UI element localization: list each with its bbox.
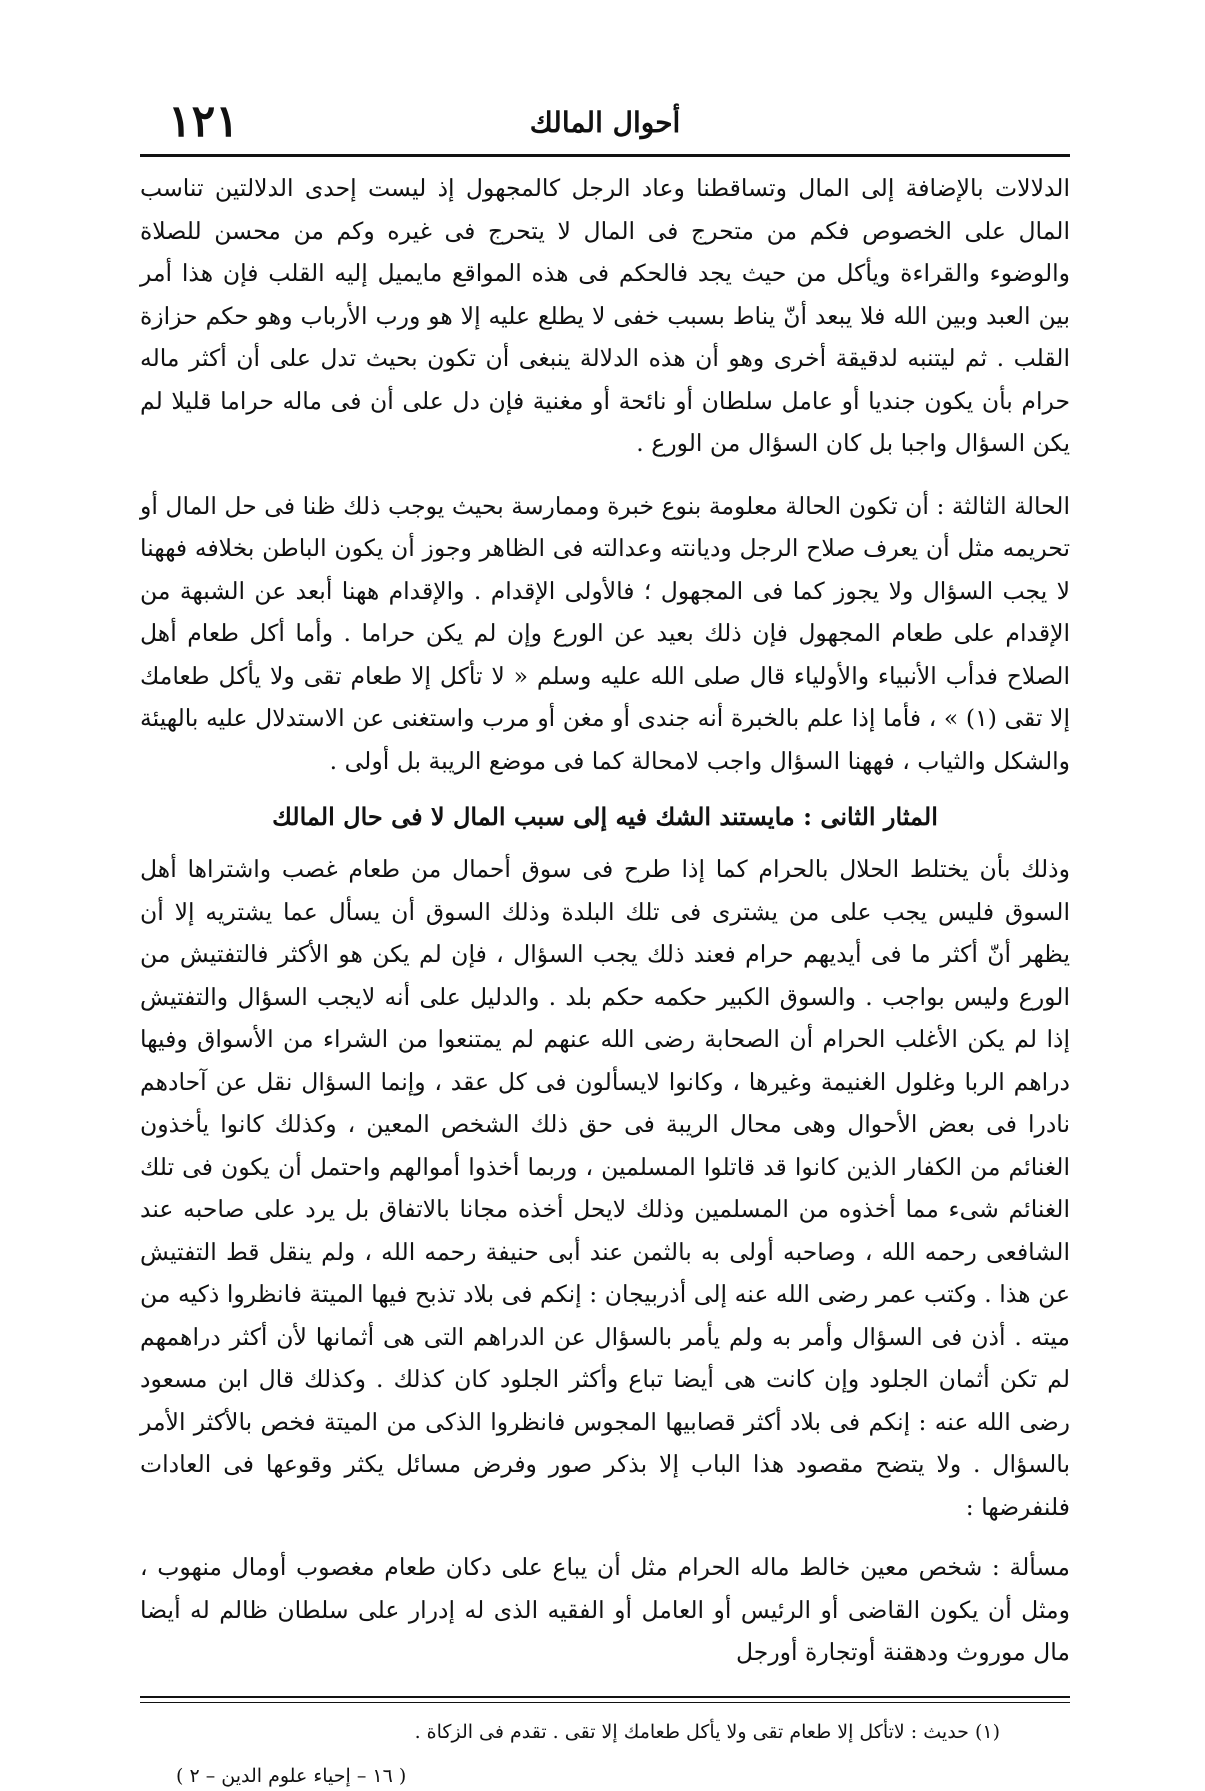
paragraph-4: مسألة : شخص معين خالط ماله الحرام مثل أن يباع على دكان طعام مغصوب أومال منهوب ، ومثل أن يكون القاضى أو الرئيس أو العامل أو الفقيه الذى له إدرار على سلطان ظالم له أيضا مال موروث ودهقنة أوتجارة أورجل	[140, 1553, 1070, 1666]
page-number: ١٢١	[168, 96, 239, 147]
page-header	[140, 92, 1070, 154]
section-heading: المثار الثانى : مايستند الشك فيه إلى سبب المال لا فى حال المالك	[272, 802, 938, 831]
book-signature: ( ١٦ – إحياء علوم الدين – ٢ )	[176, 1764, 407, 1787]
footnote-rule-thin	[140, 1702, 1070, 1703]
book-page	[140, 92, 1070, 1791]
paragraph-3: وذلك بأن يختلط الحلال بالحرام كما إذا طرح فى سوق أحمال من طعام غصب واشتراها أهل السوق فليس يجب على من يشترى فى تلك البلدة وذلك السوق أن يسأل عما يشتريه إلا أن يظهر أنّ أكثر ما فى أيديهم حرام فعند ذلك يجب السؤال ، فإن لم يكن هو الأكثر فالتفتيش من الورع وليس بواجب . والسوق الكبير حكمه حكم بلد . والدليل على أنه لايجب السؤال والتفتيش إذا لم يكن الأغلب الحرام أن الصحابة رضى الله عنهم لم يمتنعوا من الشراء من الأسواق وفيها دراهم الربا وغلول الغنيمة وغيرها ، وكانوا لايسألون فى كل عقد ، وإنما السؤال نقل عن آحادهم نادرا فى بعض الأحوال وهى محال الريبة فى حق ذلك الشخص المعين ، وكذلك كانوا يأخذون الغنائم من الكفار الذين كانوا قد قاتلوا المسلمين ، وربما أخذوا أموالهم واحتمل أن يكون فى تلك الغنائم شىء مما أخذوه من المسلمين وذلك لايحل أخذه مجانا بالاتفاق بل يرد على صاحبه عند الشافعى رحمه الله ، وصاحبه أولى به بالثمن عند أبى حنيفة رحمه الله ، ولم ينقل قط التفتيش عن هذا . وكتب عمر رضى الله عنه إلى أذربيجان : إنكم فى بلاد تذبح فيها الميتة فانظروا ذكيه من ميته . أذن فى السؤال وأمر به ولم يأمر بالسؤال عن الدراهم التى هى أثمانها لأن أكثر دراهمهم لم تكن أثمان الجلود وإن كانت هى أيضا تباع وأكثر الجلود كان كذلك . وكذلك قال ابن مسعود رضى الله عنه : إنكم فى بلاد أكثر قصابيها المجوس فانظروا الذكى من الميتة فخص بالأكثر الأمر بالسؤال . ولا يتضح مقصود هذا الباب إلا بذكر صور وفرض مسائل يكثر وقوعها فى العادات فلنفرضها :	[140, 855, 1070, 1521]
footnote-rule	[140, 1696, 1070, 1698]
paragraph-2: الحالة الثالثة : أن تكون الحالة معلومة بنوع خبرة وممارسة بحيث يوجب ذلك ظنا فى حل المال أو تحريمه مثل أن يعرف صلاح الرجل وديانته وعدالته فى الظاهر وجوز أن يكون الباطن بخلافه فههنا لا يجب السؤال ولا يجوز كما فى المجهول ؛ فالأولى الإقدام . والإقدام ههنا أبعد عن الشبهة من الإقدام على طعام المجهول فإن ذلك بعيد عن الورع وإن لم يكن حراما . وأما أكل طعام أهل الصلاح فدأب الأنبياء والأولياء قال صلى الله عليه وسلم « لا تأكل إلا طعام تقى ولا يأكل طعامك إلا تقى (١) » ، فأما إذا علم بالخبرة أنه جندى أو مغن أو مرب واستغنى عن الاستدلال عليه بالهيئة والشكل والثياب ، فههنا السؤال واجب لامحالة كما فى موضع الريبة بل أولى .	[140, 491, 1070, 775]
footnote: (١) حديث : لاتأكل إلا طعام تقى ولا يأكل طعامك إلا تقى . تقدم فى الزكاة .	[414, 1720, 1000, 1743]
header-rule	[140, 154, 1070, 157]
running-title: أحوال المالك	[529, 106, 681, 139]
paragraph-1: الدلالات بالإضافة إلى المال وتساقطنا وعاد الرجل كالمجهول إذ ليست إحدى الدلالتين تناسب المال على الخصوص فكم من متحرج فى المال لا يتحرج فى غيره وكم من محسن للصلاة والوضوء والقراءة ويأكل من حيث يجد فالحكم فى هذه المواقع مايميل إليه القلب فإن هذا أمر بين العبد وبين الله فلا يبعد أنّ يناط بسبب خفى لا يطلع عليه إلا هو ورب الأرباب وهو حكم حزازة القلب . ثم ليتنبه لدقيقة أخرى وهو أن هذه الدلالة ينبغى أن تكون بحيث تدل على أن أكثر ماله حرام بأن يكون جنديا أو عامل سلطان أو نائحة أو مغنية فإن دل على أن فى ماله حراما قليلا لم يكن السؤال واجبا بل كان السؤال من الورع .	[140, 174, 1070, 457]
